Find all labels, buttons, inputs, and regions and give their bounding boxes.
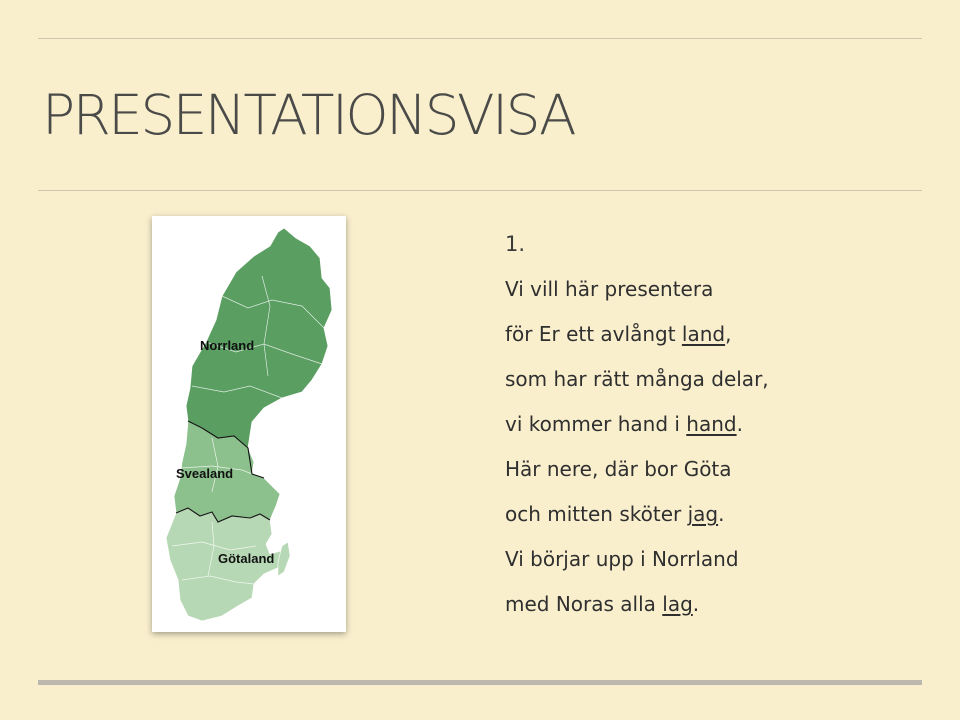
verse-line: Här nere, där bor Göta xyxy=(505,457,732,481)
slide-title: PRESENTATIONSVISA xyxy=(42,83,574,147)
bottom-bar xyxy=(38,680,922,685)
top-divider xyxy=(38,38,922,39)
verse-number: 1. xyxy=(505,232,526,256)
verse-line: som har rätt många delar, xyxy=(505,367,769,391)
link-hand[interactable]: hand xyxy=(686,412,737,436)
sweden-regions-map xyxy=(152,216,346,632)
gotland-island xyxy=(278,542,290,576)
verse-line: med Noras alla lag. xyxy=(505,592,700,616)
verse-line: och mitten sköter jag. xyxy=(505,502,725,526)
title-divider xyxy=(38,190,922,191)
verse-line: för Er ett avlångt land, xyxy=(505,322,732,346)
link-jag[interactable]: jag xyxy=(687,502,719,526)
map-label-norrland: Norrland xyxy=(200,338,255,353)
link-land[interactable]: land xyxy=(681,322,726,346)
verse-lines xyxy=(505,226,769,631)
map-label-svealand: Svealand xyxy=(176,466,234,481)
link-lag[interactable]: lag xyxy=(662,592,693,616)
verse-line: Vi vill här presentera xyxy=(505,277,714,301)
map-label-gotaland: Götaland xyxy=(218,551,275,566)
map-photo-frame xyxy=(152,216,346,632)
verse-line: Vi börjar upp i Norrland xyxy=(505,547,739,571)
verse-line: vi kommer hand i hand. xyxy=(505,412,743,436)
